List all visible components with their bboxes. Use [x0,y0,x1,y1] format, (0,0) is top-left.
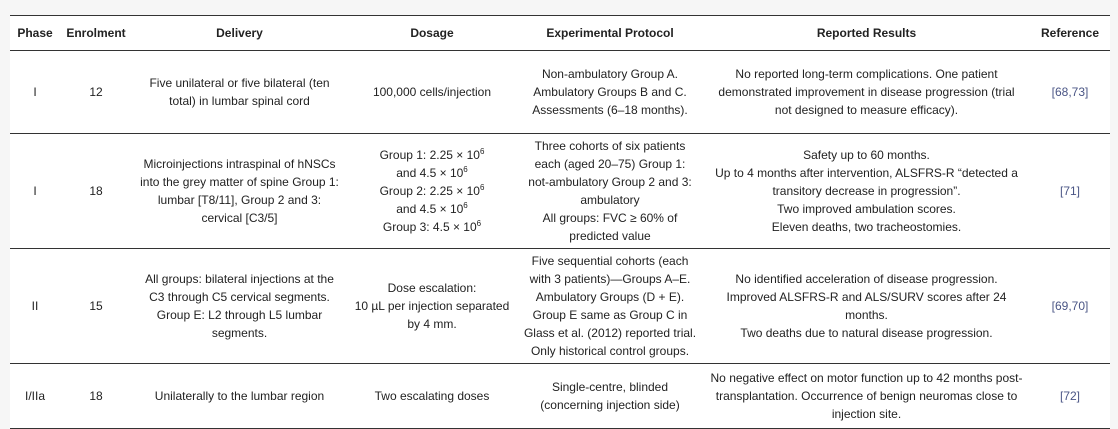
reference-cell [1030,134,1110,249]
column-header-enrolment: Enrolment [66,26,126,40]
phase-text: I/IIa [24,389,45,403]
results-line: Two improved ambulation scores. [777,202,956,216]
dosage-text: and 4.5 × 10 [396,166,464,180]
enrolment-cell [60,51,132,134]
results-line: Eleven deaths, two tracheostomies. [771,220,962,234]
dosage-text: Group 2: 2.25 × 10 [379,184,480,198]
reference-link[interactable]: [71] [1059,184,1080,198]
enrolment-cell [60,249,132,364]
results-cell [703,249,1030,364]
protocol-cell [517,51,703,134]
reference-cell [1030,51,1110,134]
reference-link[interactable]: [72] [1059,389,1080,403]
dosage-line: 10 µL per injection separated by 4 mm. [354,299,510,331]
table-header-row [10,16,1110,51]
enrolment-text: 15 [89,299,103,313]
delivery-cell [132,134,347,249]
delivery-text: Microinjections intraspinal of hNSCs into the grey matter of spine Group 1: lumbar [T8/11], Group 2 and 3: cervical [C3/5] [140,157,339,225]
results-line: Improved ALSFRS-R and ALS/SURV scores after 24 months. [726,290,1007,322]
protocol-line: Single-centre, blinded (concerning injection side) [540,380,680,412]
dosage-text: Group 1: 2.25 × 10 [379,148,480,162]
column-header-results: Reported Results [816,26,917,40]
results-cell [703,364,1030,429]
results-line: No reported long-term complications. One patient demonstrated improvement in disease progression (trial not designed to measure efficacy). [718,67,1015,117]
enrolment-text: 18 [89,389,103,403]
dosage-cell [347,51,517,134]
protocol-line: Assessments (6–18 months). [532,103,688,117]
dosage-line [353,182,511,200]
reference-cell [1030,364,1110,429]
results-line: Safety up to 60 months. [803,148,930,162]
results-line: No identified acceleration of disease progression. [735,272,998,286]
phase-cell [10,249,60,364]
dosage-line [353,146,511,164]
delivery-cell [132,364,347,429]
enrolment-cell [60,134,132,249]
dosage-exponent: 6 [463,165,468,174]
dosage-cell [347,134,517,249]
clinical-trials-table-container [10,15,1110,429]
table-row [10,364,1110,429]
dosage-cell [347,249,517,364]
protocol-cell [517,134,703,249]
delivery-text: All groups: bilateral injections at the C3 through C5 cervical segments. Group E: L2 through L5 lumbar segments. [145,272,334,340]
dosage-exponent: 6 [479,183,485,192]
results-line: No negative effect on motor function up to 42 months post-transplantation. Occurrence of benign neuromas close to injection site. [710,371,1023,421]
clinical-trials-table [10,15,1110,429]
phase-text: I [33,184,37,198]
column-header-reference: Reference [1040,26,1100,40]
column-header-dosage: Dosage [410,26,454,40]
reference-cell [1030,249,1110,364]
reference-link[interactable]: [68,73] [1051,85,1089,99]
enrolment-text: 18 [89,184,103,198]
dosage-exponent: 6 [479,147,485,156]
delivery-text: Unilaterally to the lumbar region [154,389,325,403]
table-row [10,134,1110,249]
dosage-text: Group 3: 4.5 × 10 [382,220,477,234]
phase-cell [10,134,60,249]
dosage-line [353,218,511,236]
results-cell [703,134,1030,249]
dosage-exponent: 6 [476,219,482,228]
protocol-line: Only historical control groups. [530,344,690,358]
protocol-line: Five sequential cohorts (each with 3 patients)—Groups A–E. Ambulatory Groups (D + E). Group E same as Group C in Glass et al. (2012) reported trial. [523,254,697,340]
protocol-line: Three cohorts of six patients each (aged 20–75) Group 1: not-ambulatory Group 2 and 3: ambulatory [528,139,692,207]
column-header-phase: Phase [17,26,53,40]
protocol-cell [517,364,703,429]
dosage-line: Two escalating doses [374,389,490,403]
enrolment-cell [60,364,132,429]
column-header-protocol: Experimental Protocol [546,26,674,40]
delivery-cell [132,249,347,364]
dosage-line: 100,000 cells/injection [372,85,492,99]
protocol-line: All groups: FVC ≥ 60% of predicted value [542,211,678,243]
dosage-line [353,200,511,218]
results-line: Two deaths due to natural disease progression. [740,326,993,340]
column-header-delivery: Delivery [216,26,263,40]
phase-text: I [33,85,37,99]
table-row [10,249,1110,364]
dosage-line: Dose escalation: [387,281,477,295]
enrolment-text: 12 [89,85,103,99]
dosage-line [353,164,511,182]
dosage-exponent: 6 [463,201,468,210]
table-row [10,51,1110,134]
delivery-text: Five unilateral or five bilateral (ten total) in lumbar spinal cord [149,76,330,108]
reference-link[interactable]: [69,70] [1051,299,1089,313]
dosage-text: and 4.5 × 10 [396,202,464,216]
phase-cell [10,51,60,134]
protocol-cell [517,249,703,364]
phase-cell [10,364,60,429]
results-line: Up to 4 months after intervention, ALSFRS-R “detected a transitory decrease in progression”. [715,166,1018,198]
protocol-line: Non-ambulatory Group A. Ambulatory Groups B and C. [533,67,687,99]
phase-text: II [31,299,39,313]
delivery-cell [132,51,347,134]
results-cell [703,51,1030,134]
dosage-cell [347,364,517,429]
